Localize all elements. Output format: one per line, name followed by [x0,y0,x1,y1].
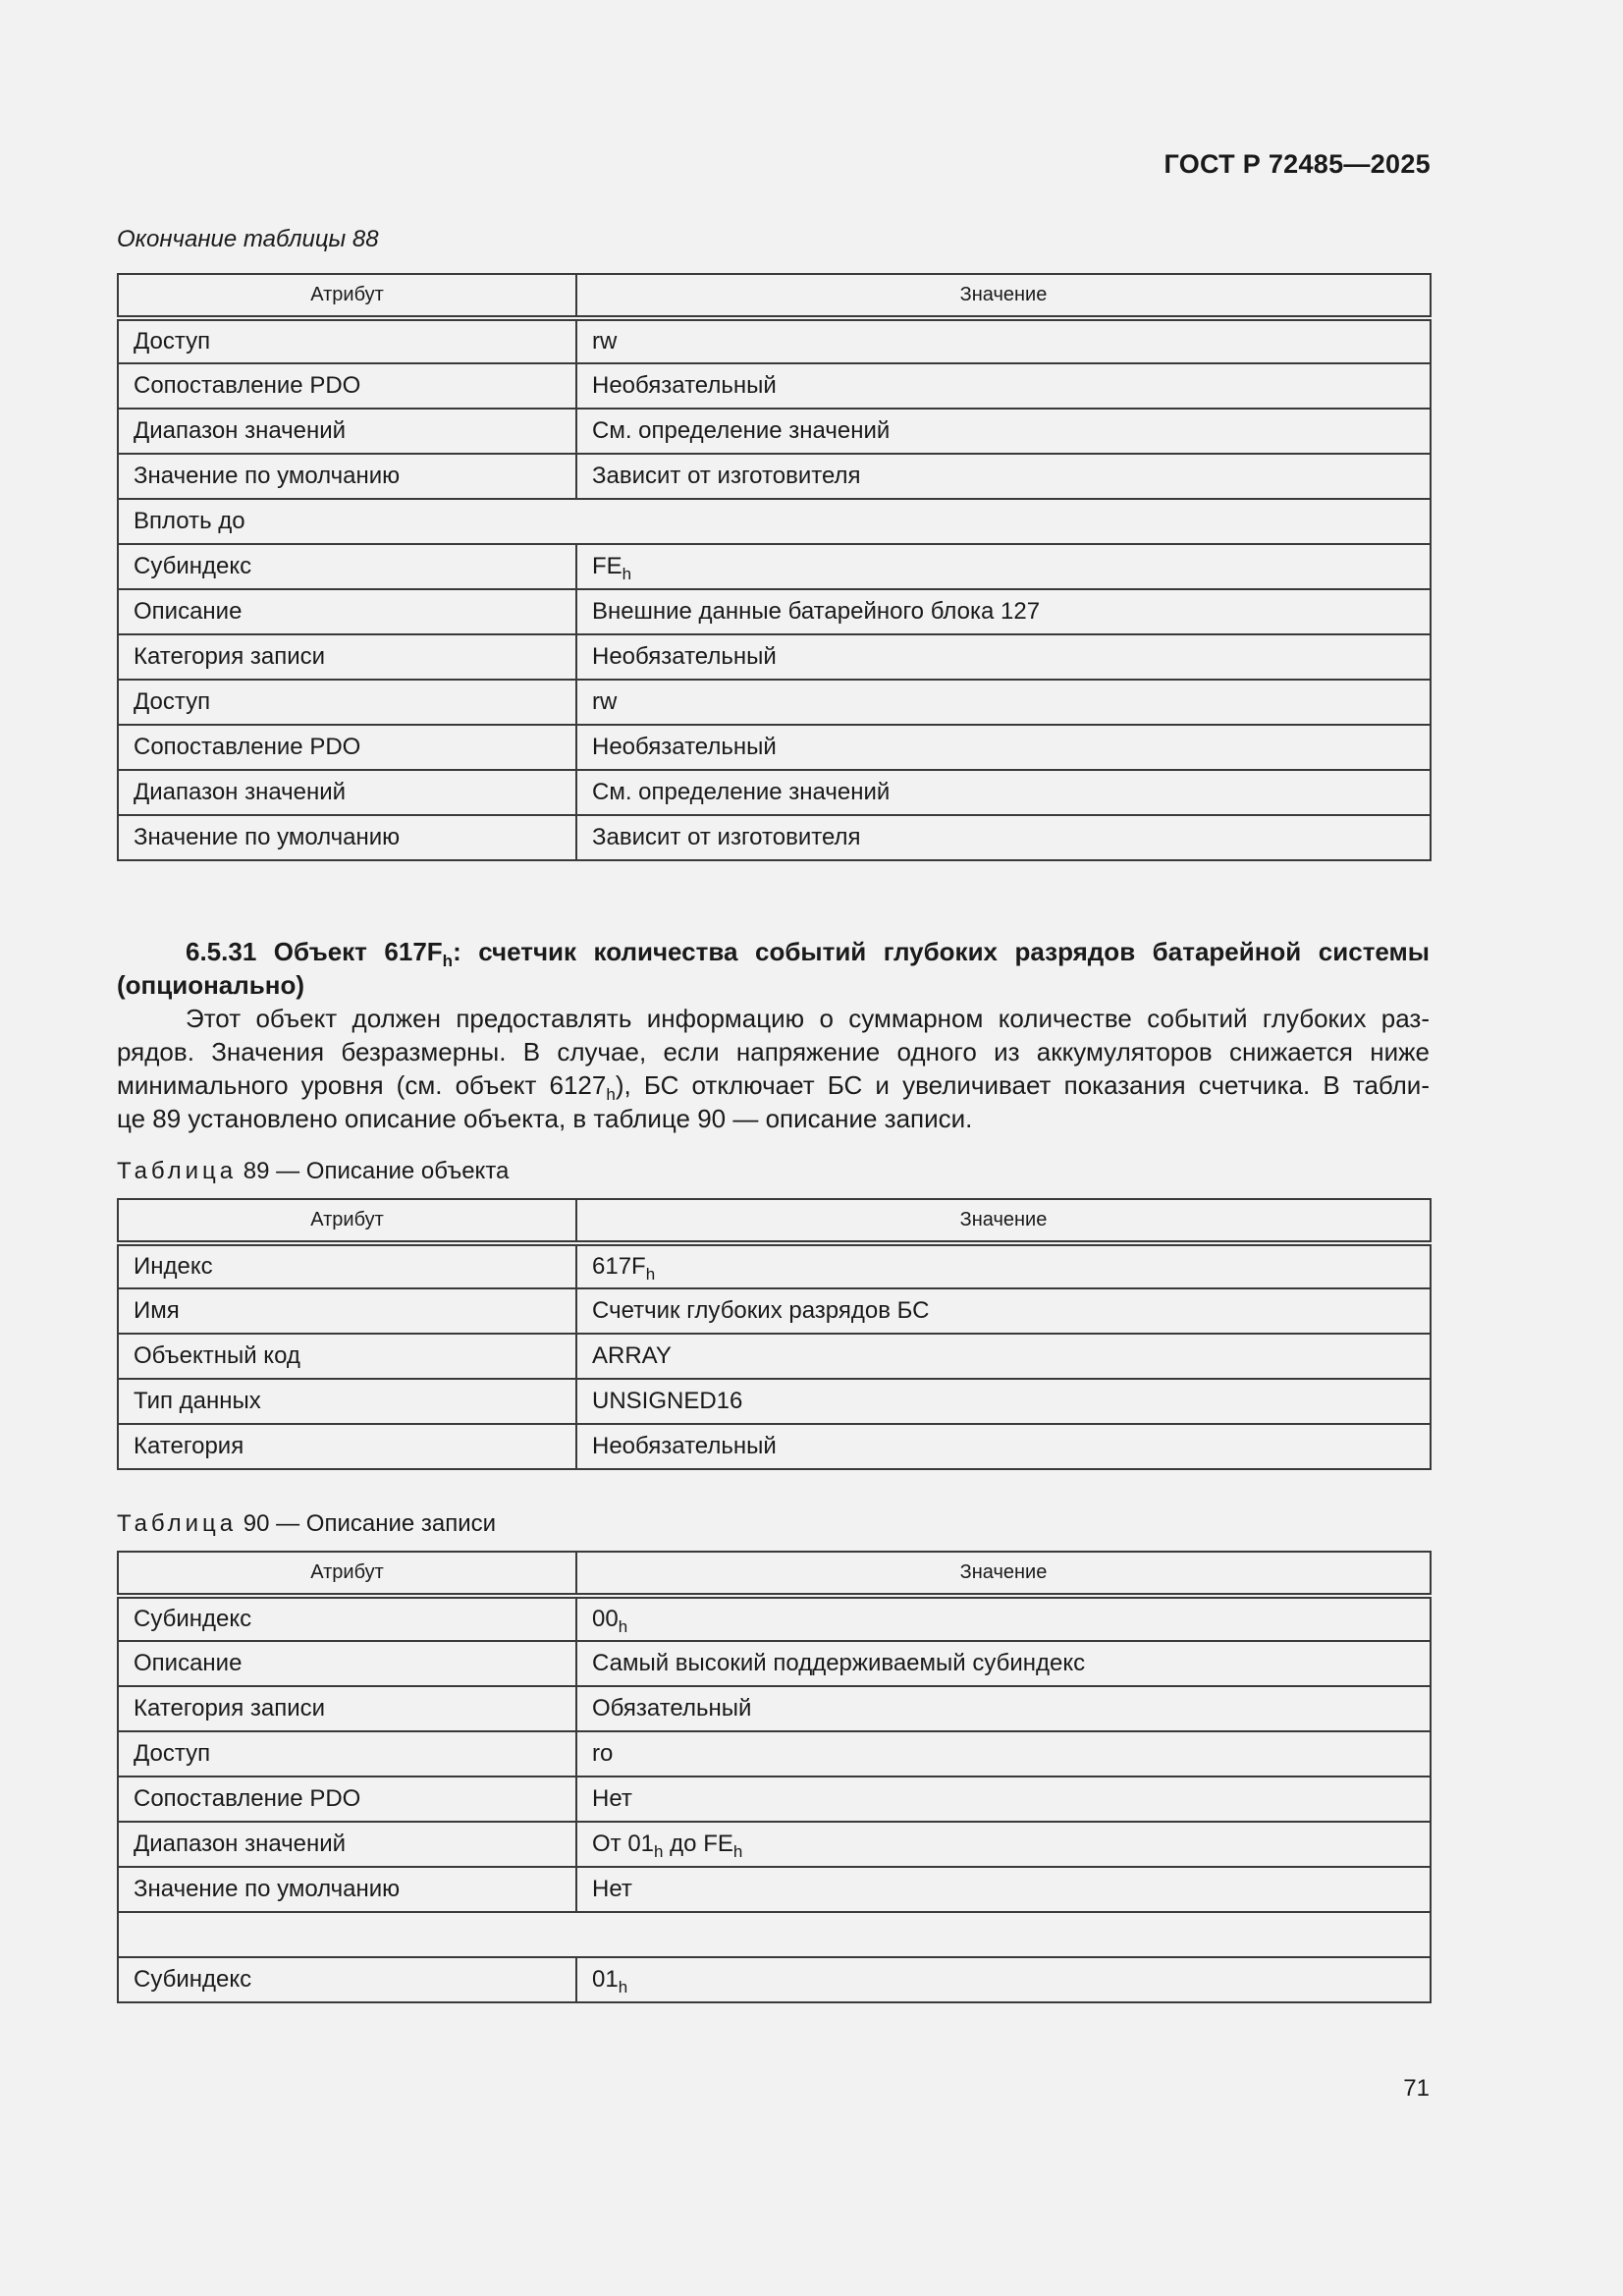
section-heading: 6.5.31 Объект $617F_h$: счетчик количества событий глубоких разрядов батарейной системы (опционально) [117,937,1430,1000]
attribute-cell: Субиндекс [118,544,576,589]
attribute-cell: Объектный код [118,1334,576,1379]
value-cell: $00_h$ [576,1596,1431,1641]
attribute-cell: Значение по умолчанию [118,815,576,860]
attribute-cell: Доступ [118,1731,576,1777]
table-header-row [118,274,1431,318]
value-cell: $FE_h$ [576,544,1431,589]
value-cell: Зависит от изготовителя [576,815,1431,860]
table-row [118,1731,1431,1777]
table-90 [117,1551,1432,2003]
attribute-cell: Имя [118,1288,576,1334]
attribute-cell: Категория записи [118,634,576,680]
paragraph-line: минимального уровня (см. объект $6127_h$), БС отключает БС и увеличивает показания счетчика. В табли- [117,1070,1430,1104]
attribute-cell: Значение по умолчанию [118,454,576,499]
table-row [118,1686,1431,1731]
table-89-caption: Таблица 89 — Описание объекта [117,1158,510,1184]
table-row [118,1596,1431,1641]
spanning-cell [118,1912,1431,1957]
table-row [118,1867,1431,1912]
table-row [118,680,1431,725]
header-attribute: Атрибут [118,274,576,318]
table-row [118,409,1431,454]
table-row [118,1957,1431,2002]
attribute-cell: Тип данных [118,1379,576,1424]
table-row [118,363,1431,409]
table-row [118,454,1431,499]
value-cell: Счетчик глубоких разрядов БС [576,1288,1431,1334]
header-value: Значение [576,1552,1431,1596]
value-cell: Обязательный [576,1686,1431,1731]
table-row [118,1334,1431,1379]
page-number: 71 [1403,2075,1430,2102]
table-row [118,770,1431,815]
value-cell: UNSIGNED16 [576,1379,1431,1424]
value-cell: Внешние данные батарейного блока 127 [576,589,1431,634]
table-89 [117,1198,1432,1470]
table-row [118,1424,1431,1469]
attribute-cell: Диапазон значений [118,770,576,815]
table-row [118,815,1431,860]
paragraph-line: це 89 установлено описание объекта, в таблице 90 — описание записи. [117,1104,973,1133]
table-88 [117,273,1432,861]
attribute-cell: Описание [118,589,576,634]
value-cell: Необязательный [576,634,1431,680]
value-cell: От $01_h$ до $FE_h$ [576,1822,1431,1867]
table-header-row [118,1199,1431,1243]
attribute-cell: Доступ [118,318,576,363]
table-row [118,1379,1431,1424]
attribute-cell: Диапазон значений [118,1822,576,1867]
value-cell: ro [576,1731,1431,1777]
table-row [118,1912,1431,1957]
header-attribute: Атрибут [118,1199,576,1243]
attribute-cell: Доступ [118,680,576,725]
value-cell: См. определение значений [576,770,1431,815]
table-row [118,1243,1431,1288]
attribute-cell: Значение по умолчанию [118,1867,576,1912]
section-paragraph [117,1002,1430,1135]
table-row [118,725,1431,770]
table-90-caption: Таблица 90 — Описание записи [117,1510,497,1537]
value-cell: $617F_h$ [576,1243,1431,1288]
value-cell: $01_h$ [576,1957,1431,2002]
value-cell: Необязательный [576,1424,1431,1469]
paragraph-line: Этот объект должен предоставлять информацию о суммарном количестве событий глубоких раз- [186,1004,1430,1033]
table-header-row [118,1552,1431,1596]
attribute-cell: Категория записи [118,1686,576,1731]
header-value: Значение [576,274,1431,318]
spanning-cell: Вплоть до [118,499,1431,544]
attribute-cell: Описание [118,1641,576,1686]
attribute-cell: Сопоставление PDO [118,725,576,770]
header-value: Значение [576,1199,1431,1243]
table-row [118,1822,1431,1867]
value-cell: rw [576,318,1431,363]
table-row [118,544,1431,589]
table-row [118,318,1431,363]
table-90-body [118,1596,1431,2002]
attribute-cell: Субиндекс [118,1596,576,1641]
table-89-body [118,1243,1431,1469]
attribute-cell: Сопоставление PDO [118,363,576,409]
section-6-5-31 [117,935,1430,1135]
attribute-cell: Индекс [118,1243,576,1288]
attribute-cell: Категория [118,1424,576,1469]
value-cell: ARRAY [576,1334,1431,1379]
attribute-cell: Диапазон значений [118,409,576,454]
table-row [118,1777,1431,1822]
value-cell: Необязательный [576,725,1431,770]
table-88-body [118,318,1431,860]
attribute-cell: Сопоставление PDO [118,1777,576,1822]
attribute-cell: Субиндекс [118,1957,576,2002]
header-attribute: Атрибут [118,1552,576,1596]
table-row [118,589,1431,634]
paragraph-line: рядов. Значения безразмерны. В случае, если напряжение одного из аккумуляторов снижается ниже [117,1037,1430,1066]
value-cell: См. определение значений [576,409,1431,454]
table-row [118,634,1431,680]
value-cell: Необязательный [576,363,1431,409]
value-cell: Нет [576,1867,1431,1912]
value-cell: Нет [576,1777,1431,1822]
table-88-caption: Окончание таблицы 88 [117,226,379,252]
table-row [118,1288,1431,1334]
value-cell: Зависит от изготовителя [576,454,1431,499]
value-cell: Самый высокий поддерживаемый субиндекс [576,1641,1431,1686]
table-row [118,1641,1431,1686]
value-cell: rw [576,680,1431,725]
table-row [118,499,1431,544]
document-code: ГОСТ Р 72485—2025 [1163,149,1431,179]
